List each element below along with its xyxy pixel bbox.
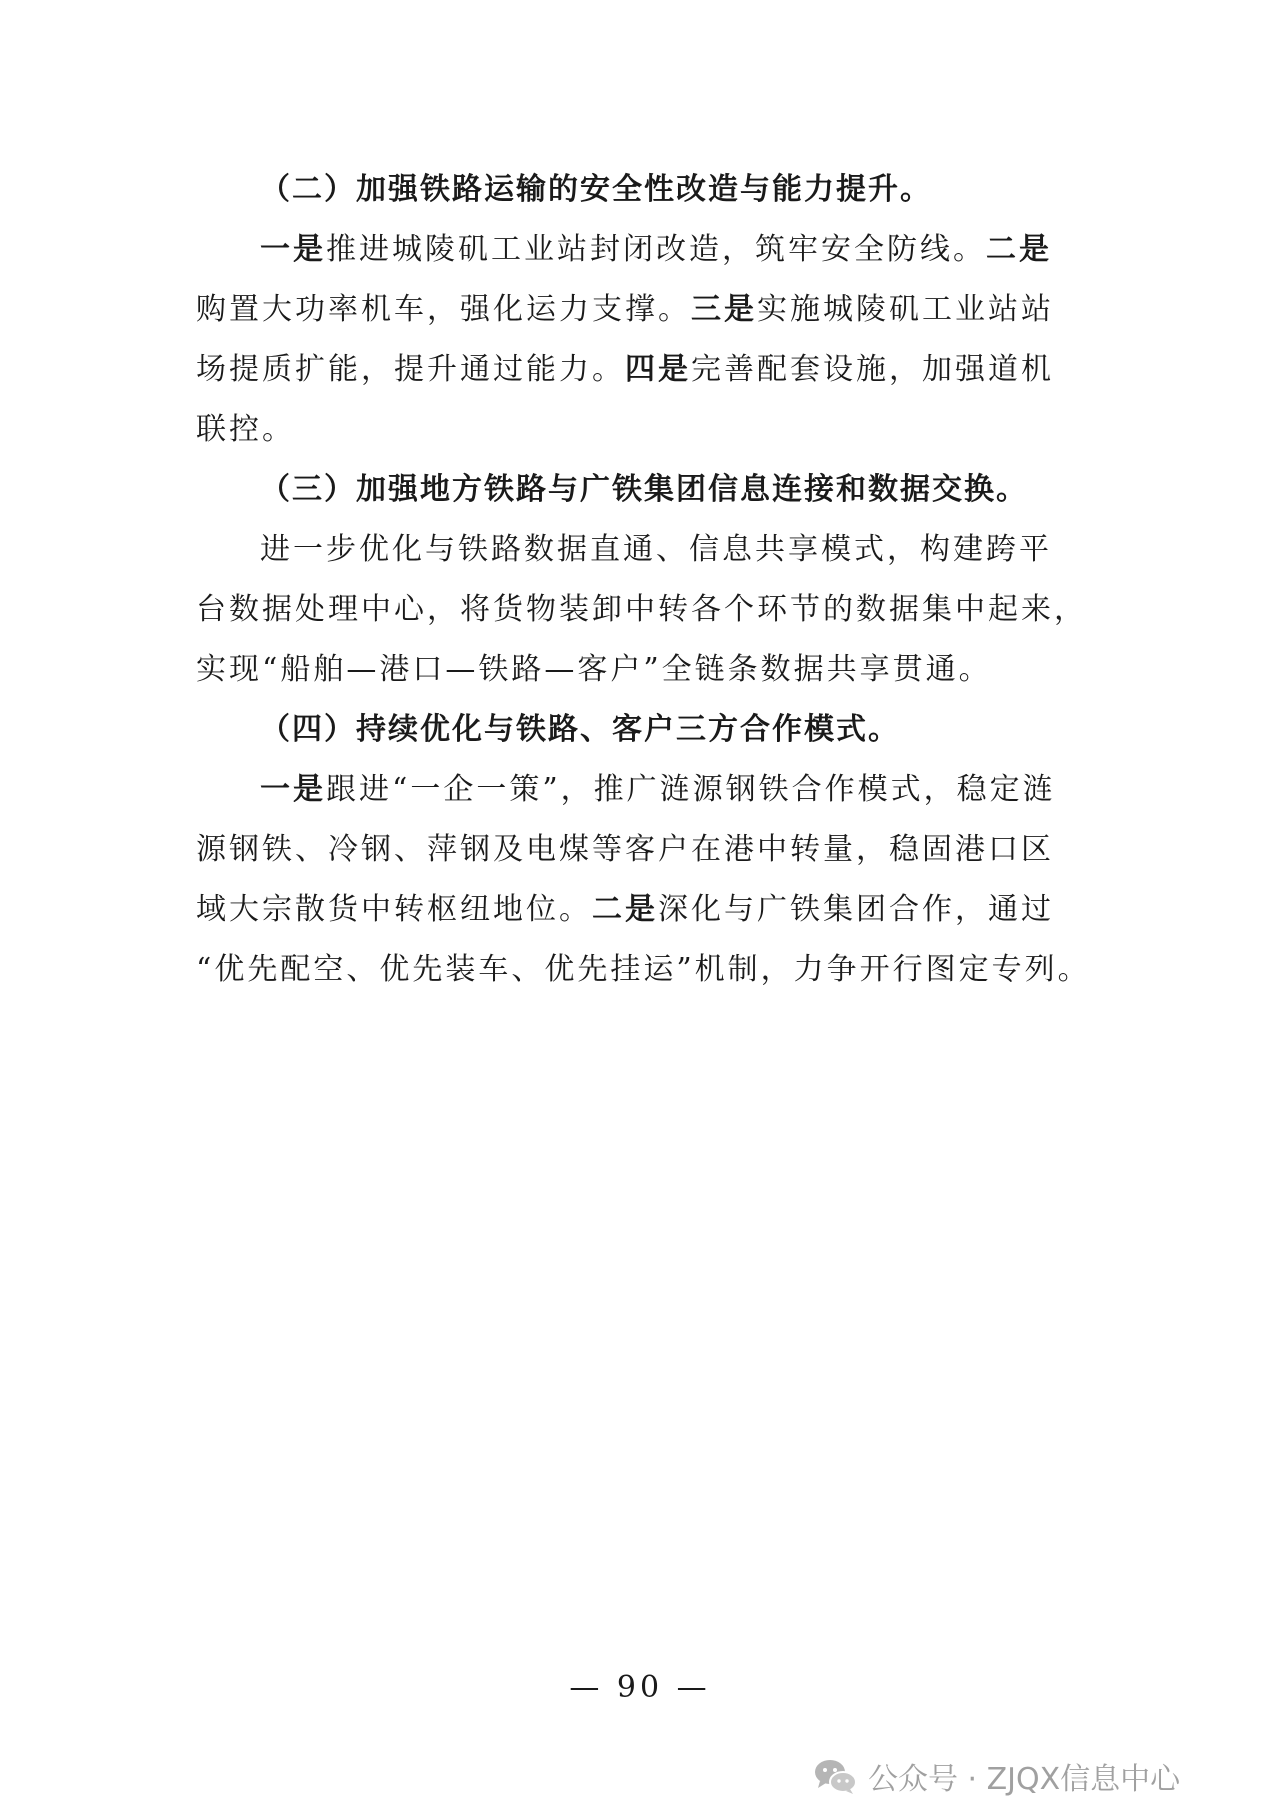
keyword-text: 四是 — [625, 352, 691, 387]
keyword-text: 一是 — [260, 772, 326, 807]
body-text: 购置大功率机车，强化运力支撑。 — [196, 292, 691, 327]
paragraph-line — [196, 520, 1096, 580]
body-text: 跟进“一企一策”，推广涟源钢铁合作模式，稳定涟 — [326, 772, 1056, 807]
paragraph-line — [196, 940, 1096, 1000]
body-text: 实现“船舶—港口—铁路—客户”全链条数据共享贯通。 — [196, 652, 992, 687]
keyword-text: 一是 — [260, 232, 326, 267]
paragraph-line — [196, 820, 1096, 880]
section-paragraph — [196, 220, 1096, 460]
watermark — [812, 1756, 1180, 1796]
keyword-text: 三是 — [691, 292, 757, 327]
section-paragraph — [196, 520, 1096, 700]
body-text: 完善配套设施，加强道机 — [691, 352, 1054, 387]
body-text: 实施城陵矶工业站站 — [757, 292, 1054, 327]
keyword-text: 二是 — [592, 892, 658, 927]
body-text: 台数据处理中心，将货物装卸中转各个环节的数据集中起来， — [196, 592, 1087, 627]
section-paragraph — [196, 760, 1096, 1000]
body-text: 推进城陵矶工业站封闭改造，筑牢安全防线。 — [326, 232, 986, 267]
body-text: 源钢铁、冷钢、萍钢及电煤等客户在港中转量，稳固港口区 — [196, 832, 1054, 867]
body-text: “优先配空、优先装车、优先挂运”机制，力争开行图定专列。 — [196, 952, 1091, 987]
document-body — [196, 160, 1096, 1000]
section-heading: （二）加强铁路运输的安全性改造与能力提升。 — [260, 172, 932, 207]
body-text: 联控。 — [196, 412, 295, 447]
body-text: 场提质扩能，提升通过能力。 — [196, 352, 625, 387]
paragraph-line — [196, 280, 1096, 340]
paragraph-line — [196, 880, 1096, 940]
paragraph-line — [196, 340, 1096, 400]
section-heading: （三）加强地方铁路与广铁集团信息连接和数据交换。 — [260, 472, 1028, 507]
body-text: 进一步优化与铁路数据直通、信息共享模式，构建跨平 — [260, 532, 1052, 567]
paragraph-line — [196, 220, 1096, 280]
paragraph-line — [196, 760, 1096, 820]
paragraph-line — [196, 400, 1096, 460]
page-number: — 90 — — [569, 1670, 711, 1705]
paragraph-line — [196, 580, 1096, 640]
wechat-icon — [812, 1756, 858, 1796]
paragraph-line — [196, 640, 1096, 700]
keyword-text: 二是 — [986, 232, 1052, 267]
body-text: 域大宗散货中转枢纽地位。 — [196, 892, 592, 927]
section-heading: （四）持续优化与铁路、客户三方合作模式。 — [260, 712, 900, 747]
body-text: 深化与广铁集团合作，通过 — [658, 892, 1054, 927]
watermark-text: 公众号 · ZJQX信息中心 — [868, 1762, 1181, 1797]
